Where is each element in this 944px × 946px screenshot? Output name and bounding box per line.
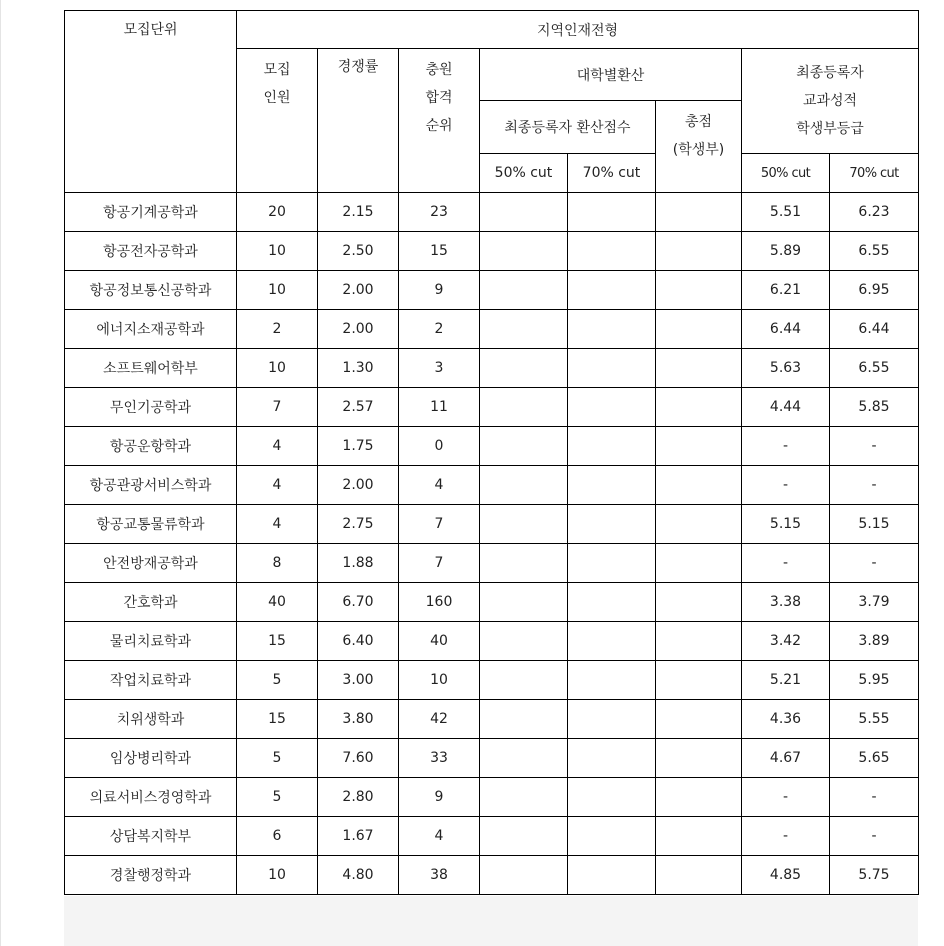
grade-cut50: 6.21 — [742, 271, 830, 310]
rank-value: 33 — [399, 739, 480, 778]
ratio-value: 2.00 — [318, 271, 399, 310]
conv-cut50 — [480, 583, 568, 622]
total-score — [656, 700, 742, 739]
rank-value: 7 — [399, 544, 480, 583]
grade-cut70: 6.23 — [830, 193, 919, 232]
rank-value: 38 — [399, 856, 480, 895]
header-ratio: 경쟁률 — [318, 49, 399, 193]
total-score — [656, 505, 742, 544]
grade-cut70: 5.65 — [830, 739, 919, 778]
quota-value: 5 — [237, 661, 318, 700]
grade-cut70: - — [830, 817, 919, 856]
quota-value: 10 — [237, 349, 318, 388]
ratio-value: 3.80 — [318, 700, 399, 739]
grade-cut50: 6.44 — [742, 310, 830, 349]
dept-name: 상담복지학부 — [65, 817, 237, 856]
grade-cut70: 5.75 — [830, 856, 919, 895]
conv-cut70 — [568, 700, 656, 739]
grade-cut70: 5.15 — [830, 505, 919, 544]
quota-value: 5 — [237, 739, 318, 778]
table-row — [65, 778, 919, 817]
ratio-value: 1.75 — [318, 427, 399, 466]
header-rank — [399, 49, 480, 193]
dept-name: 항공전자공학과 — [65, 232, 237, 271]
table-row — [65, 700, 919, 739]
ratio-value: 6.70 — [318, 583, 399, 622]
quota-value: 20 — [237, 193, 318, 232]
rank-value: 4 — [399, 466, 480, 505]
conv-cut70 — [568, 349, 656, 388]
header-total-line1: 총점 — [684, 114, 713, 130]
table-row — [65, 622, 919, 661]
dept-name: 항공교통물류학과 — [65, 505, 237, 544]
header-univ-conv: 대학별환산 — [480, 49, 742, 101]
dept-name: 물리치료학과 — [65, 622, 237, 661]
left-border — [0, 0, 1, 946]
conv-cut50 — [480, 232, 568, 271]
ratio-value: 7.60 — [318, 739, 399, 778]
table-row — [65, 271, 919, 310]
ratio-value: 1.88 — [318, 544, 399, 583]
header-grade-line1: 최종등록자 — [796, 65, 864, 81]
rank-value: 40 — [399, 622, 480, 661]
dept-name: 치위생학과 — [65, 700, 237, 739]
table-row — [65, 817, 919, 856]
grade-cut70: 6.95 — [830, 271, 919, 310]
rank-value: 10 — [399, 661, 480, 700]
grade-cut50: 5.21 — [742, 661, 830, 700]
conv-cut70 — [568, 661, 656, 700]
header-grade-cut70: 70% cut — [830, 154, 919, 193]
ratio-value: 2.50 — [318, 232, 399, 271]
ratio-value: 2.15 — [318, 193, 399, 232]
header-quota-line2: 인원 — [263, 90, 291, 106]
bottom-band — [64, 896, 918, 946]
header-group: 지역인재전형 — [237, 11, 919, 49]
header-quota-line1: 모집 — [263, 62, 291, 78]
rank-value: 0 — [399, 427, 480, 466]
grade-cut50: - — [742, 427, 830, 466]
rank-value: 23 — [399, 193, 480, 232]
header-grade — [742, 49, 919, 154]
quota-value: 4 — [237, 466, 318, 505]
header-grade-line3: 학생부등급 — [796, 121, 864, 137]
quota-value: 6 — [237, 817, 318, 856]
quota-value: 5 — [237, 778, 318, 817]
conv-cut70 — [568, 622, 656, 661]
table-row — [65, 349, 919, 388]
conv-cut70 — [568, 193, 656, 232]
conv-cut70 — [568, 856, 656, 895]
ratio-value: 1.30 — [318, 349, 399, 388]
grade-cut50: - — [742, 466, 830, 505]
grade-cut50: 4.36 — [742, 700, 830, 739]
total-score — [656, 349, 742, 388]
dept-name: 항공관광서비스학과 — [65, 466, 237, 505]
conv-cut70 — [568, 232, 656, 271]
table-row — [65, 505, 919, 544]
total-score — [656, 778, 742, 817]
total-score — [656, 232, 742, 271]
conv-cut70 — [568, 310, 656, 349]
ratio-value: 4.80 — [318, 856, 399, 895]
header-cut50: 50% cut — [480, 154, 568, 193]
table-row — [65, 232, 919, 271]
rank-value: 42 — [399, 700, 480, 739]
ratio-value: 3.00 — [318, 661, 399, 700]
table-body — [65, 193, 919, 895]
grade-cut50: 5.15 — [742, 505, 830, 544]
grade-cut50: 4.67 — [742, 739, 830, 778]
grade-cut50: 5.63 — [742, 349, 830, 388]
conv-cut50 — [480, 544, 568, 583]
dept-name: 무인기공학과 — [65, 388, 237, 427]
conv-cut70 — [568, 739, 656, 778]
header-rank-line1: 충원 — [425, 62, 453, 78]
quota-value: 7 — [237, 388, 318, 427]
grade-cut70: 6.55 — [830, 349, 919, 388]
total-score — [656, 739, 742, 778]
total-score — [656, 271, 742, 310]
ratio-value: 2.00 — [318, 466, 399, 505]
conv-cut70 — [568, 505, 656, 544]
rank-value: 2 — [399, 310, 480, 349]
dept-name: 의료서비스경영학과 — [65, 778, 237, 817]
table-row — [65, 544, 919, 583]
grade-cut70: 3.79 — [830, 583, 919, 622]
total-score — [656, 583, 742, 622]
conv-cut70 — [568, 466, 656, 505]
grade-cut50: 3.38 — [742, 583, 830, 622]
dept-name: 소프트웨어학부 — [65, 349, 237, 388]
conv-cut50 — [480, 778, 568, 817]
dept-name: 안전방재공학과 — [65, 544, 237, 583]
rank-value: 15 — [399, 232, 480, 271]
ratio-value: 2.57 — [318, 388, 399, 427]
conv-cut50 — [480, 622, 568, 661]
conv-cut50 — [480, 271, 568, 310]
conv-cut50 — [480, 349, 568, 388]
conv-cut50 — [480, 427, 568, 466]
ratio-value: 1.67 — [318, 817, 399, 856]
rank-value: 4 — [399, 817, 480, 856]
quota-value: 40 — [237, 583, 318, 622]
grade-cut70: 6.55 — [830, 232, 919, 271]
conv-cut70 — [568, 817, 656, 856]
ratio-value: 6.40 — [318, 622, 399, 661]
table-row — [65, 856, 919, 895]
conv-cut70 — [568, 427, 656, 466]
quota-value: 10 — [237, 271, 318, 310]
header-final-score: 최종등록자 환산점수 — [480, 101, 656, 154]
grade-cut50: 4.44 — [742, 388, 830, 427]
conv-cut50 — [480, 739, 568, 778]
grade-cut50: 3.42 — [742, 622, 830, 661]
quota-value: 4 — [237, 505, 318, 544]
quota-value: 10 — [237, 232, 318, 271]
table-row — [65, 739, 919, 778]
dept-name: 임상병리학과 — [65, 739, 237, 778]
quota-value: 8 — [237, 544, 318, 583]
total-score — [656, 388, 742, 427]
total-score — [656, 544, 742, 583]
grade-cut70: 5.85 — [830, 388, 919, 427]
total-score — [656, 622, 742, 661]
grade-cut50: 5.89 — [742, 232, 830, 271]
total-score — [656, 310, 742, 349]
conv-cut50 — [480, 700, 568, 739]
grade-cut70: 6.44 — [830, 310, 919, 349]
dept-name: 항공정보통신공학과 — [65, 271, 237, 310]
header-total — [656, 101, 742, 193]
ratio-value: 2.75 — [318, 505, 399, 544]
total-score — [656, 427, 742, 466]
grade-cut50: - — [742, 544, 830, 583]
total-score — [656, 193, 742, 232]
rank-value: 9 — [399, 271, 480, 310]
grade-cut70: 5.55 — [830, 700, 919, 739]
quota-value: 10 — [237, 856, 318, 895]
dept-name: 에너지소재공학과 — [65, 310, 237, 349]
header-rank-line3: 순위 — [425, 118, 453, 134]
admissions-table — [64, 10, 919, 895]
table-row — [65, 310, 919, 349]
grade-cut70: 5.95 — [830, 661, 919, 700]
quota-value: 4 — [237, 427, 318, 466]
grade-cut70: - — [830, 778, 919, 817]
conv-cut70 — [568, 271, 656, 310]
grade-cut70: - — [830, 544, 919, 583]
grade-cut50: 5.51 — [742, 193, 830, 232]
total-score — [656, 856, 742, 895]
header-row-1 — [65, 11, 919, 49]
quota-value: 2 — [237, 310, 318, 349]
conv-cut50 — [480, 310, 568, 349]
total-score — [656, 817, 742, 856]
conv-cut70 — [568, 778, 656, 817]
grade-cut70: 3.89 — [830, 622, 919, 661]
conv-cut50 — [480, 505, 568, 544]
rank-value: 9 — [399, 778, 480, 817]
quota-value: 15 — [237, 700, 318, 739]
header-quota — [237, 49, 318, 193]
table-row — [65, 193, 919, 232]
table-row — [65, 427, 919, 466]
dept-name: 경찰행정학과 — [65, 856, 237, 895]
dept-name: 항공운항학과 — [65, 427, 237, 466]
conv-cut70 — [568, 388, 656, 427]
table-row — [65, 661, 919, 700]
table-row — [65, 388, 919, 427]
header-grade-line2: 교과성적 — [802, 93, 858, 109]
header-unit: 모집단위 — [65, 11, 237, 193]
table-row — [65, 583, 919, 622]
grade-cut70: - — [830, 466, 919, 505]
grade-cut50: - — [742, 817, 830, 856]
rank-value: 3 — [399, 349, 480, 388]
rank-value: 160 — [399, 583, 480, 622]
quota-value: 15 — [237, 622, 318, 661]
total-score — [656, 661, 742, 700]
header-grade-cut50: 50% cut — [742, 154, 830, 193]
grade-cut70: - — [830, 427, 919, 466]
conv-cut50 — [480, 466, 568, 505]
header-cut70: 70% cut — [568, 154, 656, 193]
ratio-value: 2.80 — [318, 778, 399, 817]
conv-cut50 — [480, 388, 568, 427]
table-row — [65, 466, 919, 505]
dept-name: 항공기계공학과 — [65, 193, 237, 232]
ratio-value: 2.00 — [318, 310, 399, 349]
conv-cut50 — [480, 661, 568, 700]
header-total-line2: (학생부) — [672, 142, 725, 158]
grade-cut50: 4.85 — [742, 856, 830, 895]
dept-name: 간호학과 — [65, 583, 237, 622]
conv-cut70 — [568, 544, 656, 583]
rank-value: 11 — [399, 388, 480, 427]
conv-cut50 — [480, 856, 568, 895]
total-score — [656, 466, 742, 505]
header-rank-line2: 합격 — [425, 90, 453, 106]
rank-value: 7 — [399, 505, 480, 544]
conv-cut50 — [480, 193, 568, 232]
conv-cut50 — [480, 817, 568, 856]
grade-cut50: - — [742, 778, 830, 817]
conv-cut70 — [568, 583, 656, 622]
dept-name: 작업치료학과 — [65, 661, 237, 700]
